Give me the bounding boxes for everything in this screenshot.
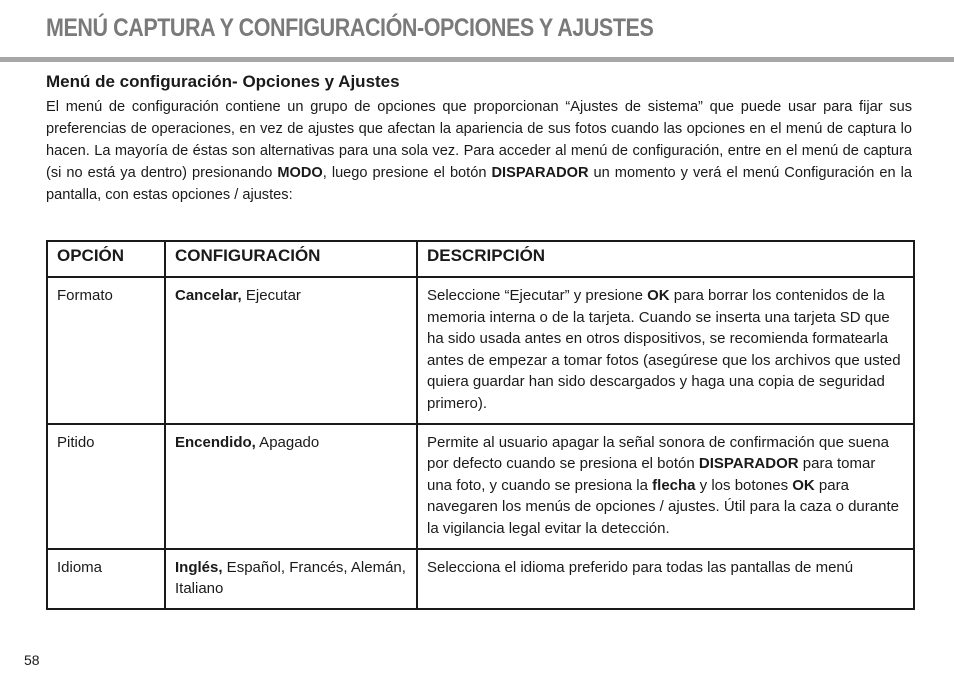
intro-paragraph bbox=[46, 96, 912, 206]
description-text: y los botones bbox=[695, 476, 793, 494]
column-header-description: DESCRIPCIÓN bbox=[417, 241, 914, 277]
description-text: Selecciona el idioma preferido para todas las pantallas de menú bbox=[427, 558, 854, 576]
description-keyword: OK bbox=[647, 287, 670, 304]
section-heading: Menú de configuración- Opciones y Ajustes bbox=[46, 72, 400, 91]
title-divider bbox=[0, 57, 954, 62]
intro-text: un momento y verá el menú Configuración en la pantalla, con estas opciones / ajustes: bbox=[46, 165, 912, 203]
intro-keyword-modo: MODO bbox=[277, 165, 323, 181]
table-row bbox=[47, 549, 914, 609]
option-cell: Formato bbox=[47, 277, 165, 424]
other-settings: Ejecutar bbox=[241, 287, 301, 304]
description-cell bbox=[417, 549, 914, 609]
description-text: Permite al usuario apagar la señal sonora de confirmación que suena por defecto cuando se presiona el botón bbox=[427, 433, 889, 473]
description-text: para borrar los contenidos de la memoria interna o de la tarjeta. Cuando se inserta una tarjeta SD que ha sido usada antes en otros dispositivos, se recomienda formatearla antes de empezar a tomar fotos (asegúrese que los archivos que usted quiera guardar han sido descargados y haga una copia de seguridad primero). bbox=[427, 287, 901, 412]
description-cell bbox=[417, 277, 914, 424]
default-setting: Cancelar, bbox=[175, 287, 242, 304]
option-cell: Idioma bbox=[47, 549, 165, 609]
description-text: para tomar una foto, y cuando se presiona la bbox=[427, 455, 876, 494]
page-number: 58 bbox=[24, 652, 40, 668]
configuration-cell bbox=[165, 277, 417, 424]
other-settings: Apagado bbox=[255, 433, 320, 451]
description-keyword: OK bbox=[792, 476, 815, 494]
intro-text: El menú de configuración contiene un grupo de opciones que proporcionan “Ajustes de sistema” que puede usar para fijar sus preferencias de operaciones, en vez de ajustes que afectan la apariencia de sus fotos cuando las opciones en el menú de captura lo hacen. La mayoría de éstas son alternativas para una sola vez. Para acceder al menú de configuración, entre en el menú de captura (si no está ya dentro) presionando bbox=[46, 99, 912, 181]
table-row bbox=[47, 277, 914, 424]
option-cell: Pitido bbox=[47, 424, 165, 549]
description-cell bbox=[417, 424, 914, 549]
intro-text: , luego presione el botón bbox=[322, 165, 492, 181]
description-text: Seleccione “Ejecutar” y presione bbox=[427, 287, 648, 304]
description-keyword: DISPARADOR bbox=[698, 455, 799, 473]
column-header-configuration: CONFIGURACIÓN bbox=[165, 241, 417, 277]
table-header-row bbox=[47, 241, 914, 277]
description-keyword: flecha bbox=[652, 476, 696, 494]
table-row bbox=[47, 424, 914, 549]
page-title: MENÚ CAPTURA Y CONFIGURACIÓN-OPCIONES Y AJUSTES bbox=[46, 14, 654, 42]
configuration-cell bbox=[165, 549, 417, 609]
intro-keyword-disparador: DISPARADOR bbox=[491, 165, 589, 181]
other-settings: Español, Francés, Alemán, Italiano bbox=[175, 558, 406, 598]
settings-table bbox=[46, 240, 915, 610]
description-text: para navegaren los menús de opciones / ajustes. Útil para la caza o durante la vigilancia legal evitar la detección. bbox=[427, 476, 899, 537]
configuration-cell bbox=[165, 424, 417, 549]
default-setting: Inglés, bbox=[175, 558, 223, 576]
default-setting: Encendido, bbox=[175, 433, 256, 451]
column-header-option: OPCIÓN bbox=[47, 241, 165, 277]
